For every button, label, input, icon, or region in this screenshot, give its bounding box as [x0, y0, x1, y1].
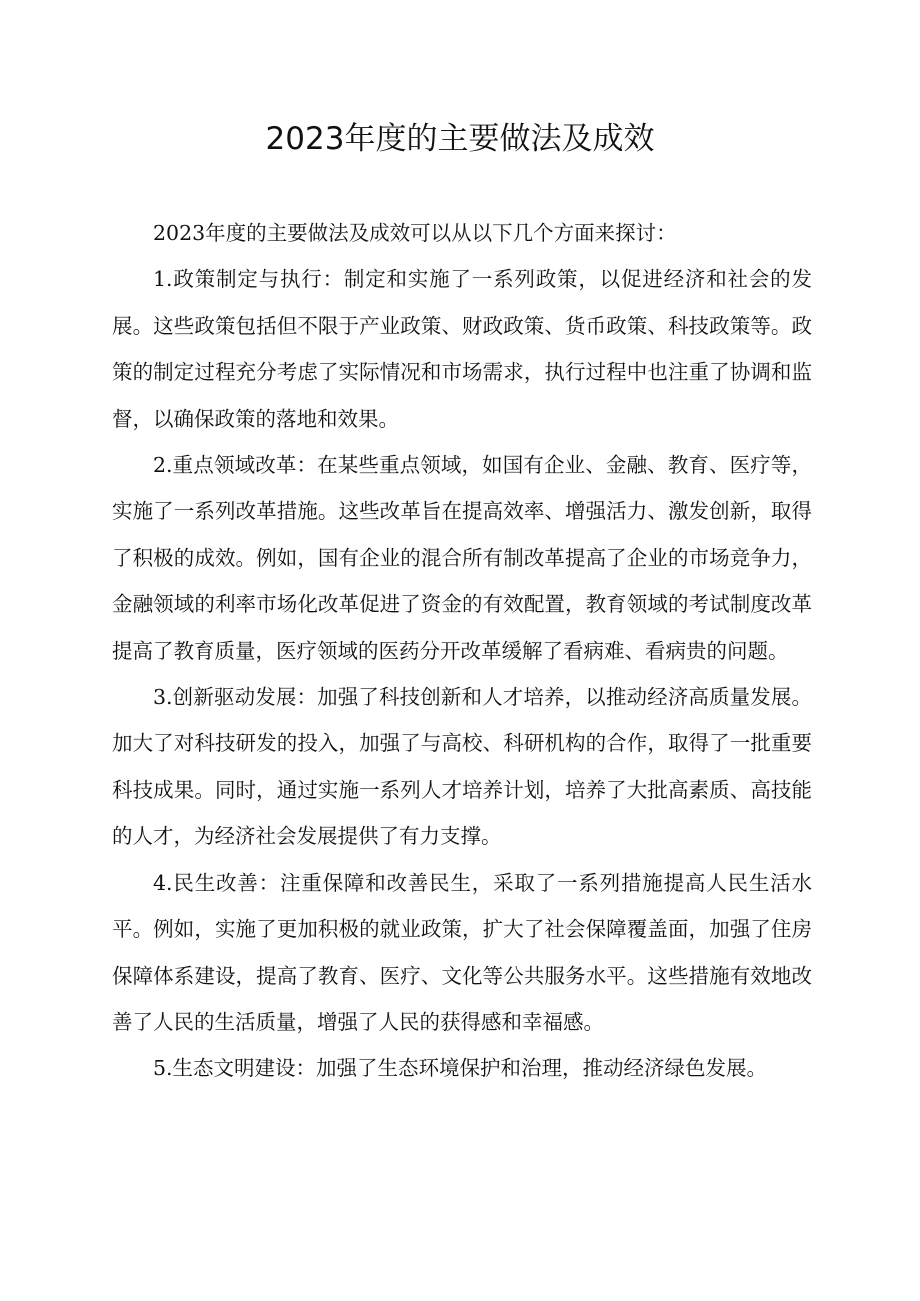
paragraph-ecology: 5.生态文明建设：加强了生态环境保护和治理，推动经济绿色发展。 [153, 1056, 768, 1081]
paragraph-reform: 2.重点领域改革：在某些重点领域，如国有企业、金融、教育、医疗等，实施了一系列改革措施。这些改革旨在提高效率、增强活力、激发创新，取得了积极的成效。例如，国有企业的混合所有制改革提高了企业的市场竞争力，金融领域的利率市场化改革促进了资金的有效配置，教育领域的考试制度改革提高了教育质量，医疗领域的医药分开改革缓解了看病难、看病贵的问题。 [112, 453, 812, 663]
paragraph-innovation: 3.创新驱动发展：加强了科技创新和人才培养，以推动经济高质量发展。加大了对科技研发的投入，加强了与高校、科研机构的合作，取得了一批重要科技成果。同时，通过实施一系列人才培养计划，培养了大批高素质、高技能的人才，为经济社会发展提供了有力支撑。 [112, 685, 812, 849]
paragraph-policy: 1.政策制定与执行：制定和实施了一系列政策，以促进经济和社会的发展。这些政策包括但不限于产业政策、财政政策、货币政策、科技政策等。政策的制定过程充分考虑了实际情况和市场需求，执行过程中也注重了协调和监督，以确保政策的落地和效果。 [112, 267, 812, 431]
paragraph-livelihood: 4.民生改善：注重保障和改善民生，采取了一系列措施提高人民生活水平。例如，实施了更加积极的就业政策，扩大了社会保障覆盖面，加强了住房保障体系建设，提高了教育、医疗、文化等公共服务水平。这些措施有效地改善了人民的生活质量，增强了人民的获得感和幸福感。 [112, 870, 812, 1034]
document-title: 2023年度的主要做法及成效 [265, 121, 655, 157]
intro-paragraph: 2023年度的主要做法及成效可以从以下几个方面来探讨： [153, 221, 677, 245]
document-body [112, 210, 812, 1092]
